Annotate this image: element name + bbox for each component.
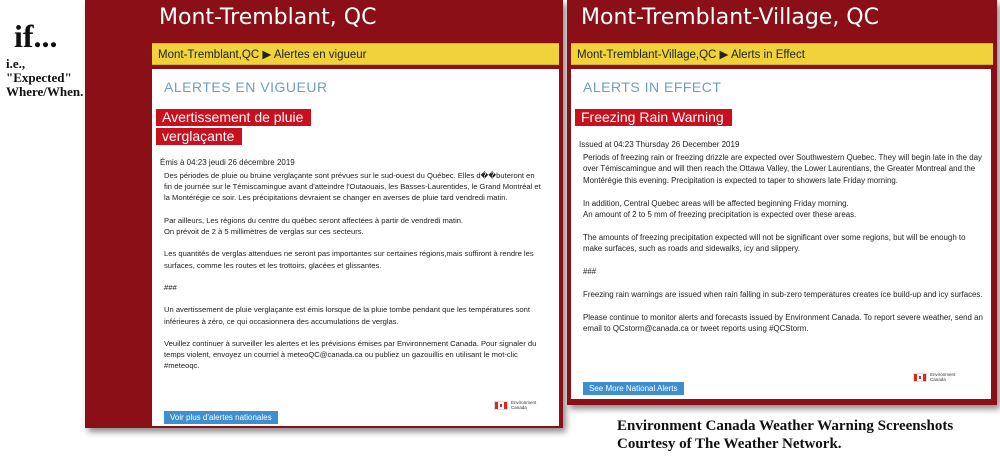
alert-paragraph: Veuillez continuer à surveiller les alertes et les prévisions émises par Environnement Canada. Pour signaler du temps violent, envoyez un courriel à meteoQC@canada.ca ou publiez un gazouillis en utilisant le mot-clic #meteoqc. <box>164 338 537 371</box>
breadcrumb-location-link[interactable]: Mont-Tremblant-Village,QC <box>577 49 717 61</box>
alert-paragraph: Un avertissement de pluie verglaçante est émis lorsque de la pluie tombe pendant que les températures sont inférieures à zéro, ce qui occasionnera des accumulations de verglas. <box>164 305 530 326</box>
alert-paragraph: The amounts of freezing precipitation expected will not be significant over some regions, but will be enough to make surfaces, such as roads and sidewalks, icy and slippery. <box>583 232 966 254</box>
alert-paragraph: Periods of freezing rain or freezing drizzle are expected over Southwestern Quebec. They will begin late in the day over Témiscamingue and will then reach the Ottawa Valley, the Lower Laurentians, the Greater Montreal and the Montérégie this evening. Precipitation is expected to taper to showers late Friday morning. <box>583 153 982 185</box>
alert-paragraph: Freezing rain warnings are issued when rain falling in sub-zero temperatures creates ice build-up and icy surfaces. <box>583 289 983 299</box>
annotation-line: Where/When. <box>6 84 84 99</box>
environment-canada-logo <box>913 373 956 383</box>
canada-flag-icon <box>494 401 508 410</box>
credit-line: Courtesy of The Weather Network. <box>617 436 842 452</box>
alert-paragraph: ### <box>164 282 177 292</box>
alert-title <box>156 109 311 147</box>
alert-paragraph: Des périodes de pluie ou bruine verglaçante sont prévues sur le sud-ouest du Québec. Elles d��buteront en fin de journée sur le Témiscamingue avant d'atteindre l'Outaouais, les Basses-Laurentides, le Grand Montréal et la Montérégie ce soir. Les précipitations devraient se changer en averses de pluie tard vendredi matin. <box>164 171 541 203</box>
alert-panel-english <box>567 0 997 405</box>
alert-body <box>583 152 983 346</box>
section-heading: ALERTES EN VIGUEUR <box>164 79 328 95</box>
issued-timestamp: Issued at 04:23 Thursday 26 December 2019 <box>579 140 740 149</box>
environment-canada-logo <box>494 401 537 411</box>
annotation-if: if... <box>14 18 58 54</box>
alert-paragraph: Please continue to monitor alerts and forecasts issued by Environment Canada. To report severe weather, send an email to QCstorm@canada.ca or tweet reports using #QCStorm. <box>583 312 983 334</box>
alert-content <box>152 69 559 426</box>
alert-title-line: Avertissement de pluie <box>156 109 311 126</box>
alert-paragraph: Par ailleurs, Les régions du centre du québec seront affectées à partir de vendredi matin. On prévoit de 2 à 5 millimètres de verglas sur ces secteurs. <box>164 215 464 236</box>
more-national-alerts-button[interactable]: See More National Alerts <box>583 382 684 395</box>
more-national-alerts-button[interactable]: Voir plus d'alertes nationales <box>164 411 278 424</box>
annotation-expected-where-when <box>6 57 83 99</box>
section-heading: ALERTS IN EFFECT <box>583 79 722 95</box>
alert-title-line: verglaçante <box>156 128 242 145</box>
annotation-line: "Expected" <box>6 70 72 85</box>
issued-timestamp: Émis à 04:23 jeudi 26 décembre 2019 <box>160 158 295 167</box>
breadcrumb-current-page: Alertes en vigueur <box>273 49 367 61</box>
alert-title <box>575 109 732 128</box>
breadcrumb-arrow-icon: ▶ <box>719 49 729 61</box>
breadcrumb-current-page: Alerts in Effect <box>730 49 805 61</box>
alert-paragraph: ### <box>583 267 597 277</box>
alert-paragraph: In addition, Central Quebec areas will be affected beginning Friday morning. An amount of 2 to 5 mm of freezing precipitation is expected over these areas. <box>583 198 857 220</box>
alert-title-line: Freezing Rain Warning <box>575 109 732 126</box>
breadcrumb-arrow-icon: ▶ <box>262 49 272 61</box>
alert-paragraph: Les quantités de verglas attendues ne seront pas importantes sur certaines régions,mais suffiront à rendre les surfaces, comme les routes et les trottoirs, glacées et glissantes. <box>164 249 534 270</box>
credit-line: Environment Canada Weather Warning Screenshots <box>617 418 954 434</box>
canada-flag-icon <box>913 373 927 382</box>
breadcrumb-location-link[interactable]: Mont-Tremblant,QC <box>158 49 260 61</box>
alert-content <box>571 69 991 399</box>
breadcrumb <box>571 43 993 65</box>
alert-body <box>164 170 544 383</box>
logo-text: Environment Canada <box>511 400 537 410</box>
annotation-line: i.e., <box>6 56 26 71</box>
logo-text: Environment Canada <box>930 372 956 382</box>
breadcrumb <box>152 43 559 65</box>
screenshot-credit <box>617 417 953 453</box>
alert-panel-french <box>85 0 563 428</box>
location-title: Mont-Tremblant, QC <box>159 5 377 30</box>
location-title: Mont-Tremblant-Village, QC <box>581 5 879 30</box>
